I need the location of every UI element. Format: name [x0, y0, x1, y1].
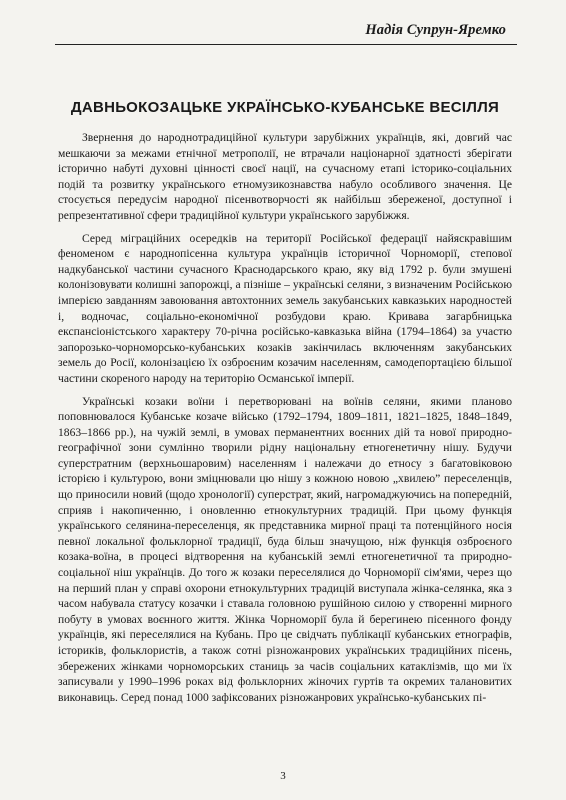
header-rule: [55, 44, 517, 45]
paragraph-3: Українські козаки воїни і перетворювані на воїнів селяни, якими планово поповнювалося Кубанське козаче військо (1792–1794, 1809–1811, 1821–1825, 1848–1849, 1863–1866 рр.), на чужій землі, в умовах перманентних воєнних дій та нової природно-географічної зони сумлінно творили рідну національну етногенетичну нішу. Будучи суперстратним (верхньошаровим) населенням і належачи до етносу з багатовіковою історією і культурою, вони зміцнювали цю нішу з кожною новою „хвилею” переселенців, що приносили новий (щодо хронології) суперстрат, який, нагромаджуючись на попередній, сприяв і накопиченню, і оновленню етнокультурних традицій. При цьому функція українського селянина-переселенця, як представника мирної праці та потенційного носія певної локальної фольклорної традиції, буда більш значущою, ніж функція озброєного козака-воїна, в процесі відтворення на кубанській землі етногенетичної та природно-соціальної ніш українців. До того ж козаки переселялися до Чорноморії сім'ями, через що на перший план у справі охорони етнокультурних традицій виступала жінка-селянка, яка з часом набувала статусу козачки і ставала головною рушійною силою у створенні мирного побуту в умовах воєнного життя. Жінка Чорноморії була й берегинею пісенного фонду українців, які переселялися на Кубань. Про це свідчать публікації кубанських етнографів, істориків, фольклористів, а також сотні різножанрових українських традиційних пісень, збережених жінками чорноморських станиць за часів соціальних катаклізмів, що ми їх записували у 1990–1996 роках від фольклорних жіночих гуртів та окремих талановитих виконавиць. Серед понад 1000 зафіксованих різножанрових українсько-кубанських пі-: [58, 394, 512, 704]
article-body: [58, 130, 512, 712]
running-head-author: Надія Супрун-Яремко: [365, 22, 506, 38]
page-number: 3: [280, 770, 286, 782]
paragraph-2: Серед міграційних осередків на території Російської федерації найяскравішим феноменом є народнопісенна культура українців історичної Чорноморії, степової надкубанської частини сучасного Краснодарського краю, яку від 1792 р. були змушені колонізовувати колишні запорожці, а пізніше – українські селяни, з визначеним Російською імперією завданням завоювання автохтонних земель закубанських кавказьких народностей і, водночас, соціально-економічної розбудови краю. Кривава загарбницька експансіоністського характеру 70-річна російсько-кавказька війна (1794–1864) за участю запорозько-чорноморсько-кубанських козаків закінчилась включенням закубанських земель до Росії, колонізацією їх озброєним козачим населенням, самодепортацією більшої частини скореного народу на територію Османської імперії.: [58, 231, 512, 385]
article-title: ДАВНЬОКОЗАЦЬКЕ УКРАЇНСЬКО-КУБАНСЬКЕ ВЕСІЛЛЯ: [70, 99, 500, 116]
paragraph-1: Звернення до народнотрадиційної культури зарубіжних українців, які, довгий час мешкаючи за межами етнічної метрополії, не втрачали націонарної здатності зберігати історично набуті духовні цінності своєї нації, на сучасному етапі історико-соціальних подій та розвитку українського етномузикознавства набуло особливого значення. Це стосується передусім народної пісенвотворчості як найбільш збереженої, доступної і репрезентативної сфери традиційної культури українського зарубіжжя.: [58, 131, 512, 222]
